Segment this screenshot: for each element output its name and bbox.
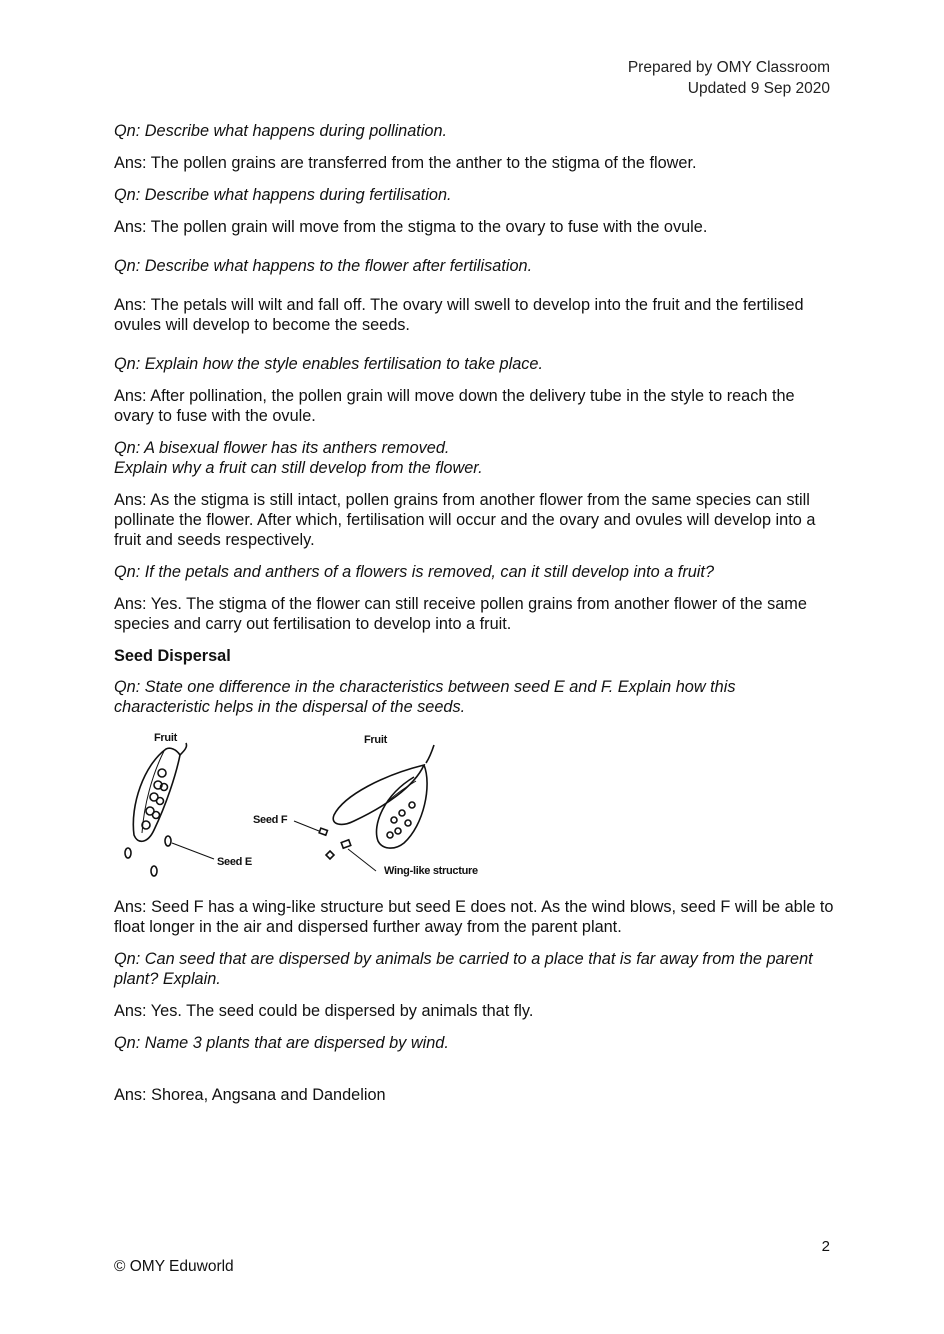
answer: Ans: Yes. The stigma of the flower can still receive pollen grains from another flower of the same species and carry out fertilisation to develop into a fruit. [114,595,807,633]
page-header [628,57,830,99]
question: Qn: State one difference in the characteristics between seed E and F. Explain how this characteristic helps in the dispersal of the seeds. [114,678,736,716]
question: Qn: Explain how the style enables fertilisation to take place. [114,355,543,373]
answer: Ans: Seed F has a wing-like structure but seed E does not. As the wind blows, seed F will be able to float longer in the air and dispersed further away from the parent plant. [114,898,834,936]
answer: Ans: Yes. The seed could be dispersed by animals that fly. [114,1002,534,1020]
section-heading: Seed Dispersal [114,647,231,665]
question-line-1: Qn: A bisexual flower has its anthers removed. [114,439,450,457]
updated-date: Updated 9 Sep 2020 [687,80,830,97]
question: Qn: Describe what happens during pollination. [114,122,448,140]
prepared-by: Prepared by OMY Classroom [627,59,830,76]
question: Qn: Describe what happens during fertilisation. [114,186,452,204]
label-fruit-left: Fruit [154,732,177,744]
answer: Ans: The pollen grains are transferred from the anther to the stigma of the flower. [114,154,697,172]
page-number: 2 [821,1238,830,1255]
label-fruit-right: Fruit [364,734,387,746]
pod-fruit-drawing [125,743,214,876]
document-body [114,121,834,1117]
label-seed-f: Seed F [253,814,288,826]
answer: Ans: As the stigma is still intact, pollen grains from another flower from the same species can still pollinate the flower. After which, fertilisation will occur and the ovary and ovules will develop into a fruit and seeds respectively. [114,491,816,549]
answer: Ans: The petals will wilt and fall off. The ovary will swell to develop into the fruit and the fertilised ovules will develop to become the seeds. [114,296,804,334]
winged-fruit-drawing [294,745,434,871]
question [114,438,834,478]
footer-copyright: © OMY Eduworld [114,1258,234,1275]
question: Qn: If the petals and anthers of a flowers is removed, can it still develop into a fruit? [114,563,715,581]
question-line-2: Explain why a fruit can still develop from the flower. [114,459,483,477]
answer: Ans: The pollen grain will move from the stigma to the ovary to fuse with the ovule. [114,218,708,236]
seed-dispersal-figure [114,725,534,885]
answer: Ans: Shorea, Angsana and Dandelion [114,1086,386,1104]
answer: Ans: After pollination, the pollen grain will move down the delivery tube in the style to reach the ovary to fuse with the ovule. [114,387,795,425]
question: Qn: Name 3 plants that are dispersed by wind. [114,1034,449,1052]
label-seed-e: Seed E [217,856,252,868]
label-wing-like-structure: Wing-like structure [384,865,478,877]
question: Qn: Can seed that are dispersed by animals be carried to a place that is far away from the parent plant? Explain. [114,950,813,988]
question: Qn: Describe what happens to the flower after fertilisation. [114,257,533,275]
